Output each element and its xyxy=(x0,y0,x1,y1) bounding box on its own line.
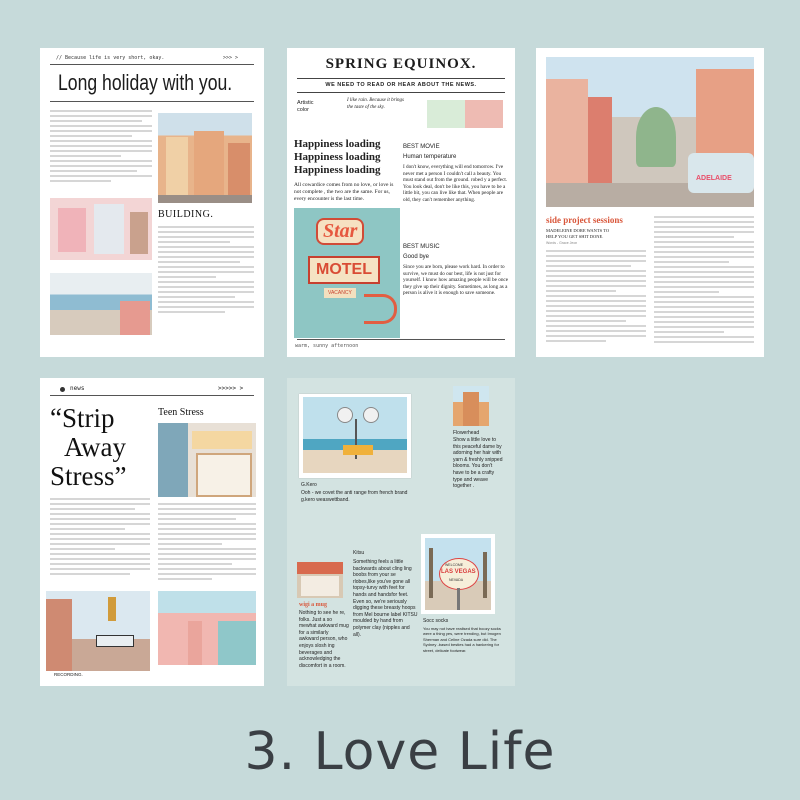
headline-3: Happiness loading xyxy=(294,164,381,176)
las-vegas-sign-photo xyxy=(425,538,491,610)
kitsu-title: Kitsu xyxy=(353,550,365,556)
diner-photo xyxy=(297,562,343,598)
shopfront-photo xyxy=(158,423,256,497)
big-quote-line2: Away xyxy=(64,432,127,462)
motel-sign-photo xyxy=(294,208,400,338)
sheet4-arrows: >>>>> > xyxy=(218,385,244,392)
caption-title: G.Kero xyxy=(301,482,317,488)
sheet1-header: // Because life is very short, okay. xyxy=(56,55,165,61)
article-heading: side project sessions xyxy=(546,215,623,225)
color-swatch xyxy=(465,100,503,128)
footer-text: warm, sunny afternoon xyxy=(295,343,359,349)
rule xyxy=(297,78,505,79)
socc-title: Socc socks xyxy=(423,618,449,624)
rule xyxy=(297,339,505,340)
building-photo xyxy=(158,113,252,203)
byline: Words - Grace Jeon xyxy=(546,241,578,245)
kitchen-photo xyxy=(50,198,152,260)
page-product-collage xyxy=(287,378,515,686)
sheet1-arrows: >>> > xyxy=(223,55,239,61)
body-text xyxy=(158,226,254,316)
sheet1-headline: Long holiday with you. xyxy=(58,70,233,95)
intro-text: All cowardice comes from no love, or love is not complete , the two are the same. For us, every encounter is the last time. xyxy=(294,182,394,202)
mug-text: Nothing to see he re, folks. Just a so mewhat awkward mug for a similarly awkward person, who enjoys slosh ing beverages and acknowledging the discomfort in a room. xyxy=(299,610,349,669)
body-text xyxy=(50,498,150,578)
footer-text: RECORDING. xyxy=(54,672,83,677)
color-swatch xyxy=(427,100,465,128)
sign-text: ADELAIDE xyxy=(696,175,732,182)
best-movie-label: BEST MOVIE xyxy=(403,144,440,150)
page-subtitle: WE NEED TO READ OR HEAR ABOUT THE NEWS. xyxy=(325,82,477,88)
vegas-nevada: NEVADA xyxy=(449,578,464,582)
page-strip-away-stress xyxy=(40,378,264,686)
beach-sign-photo xyxy=(303,397,407,473)
rule xyxy=(50,64,254,65)
sign-motel: MOTEL xyxy=(308,256,380,284)
page-title: SPRING EQUINOX. xyxy=(325,56,477,72)
rule xyxy=(50,395,254,396)
product-caption: 3. Love Life xyxy=(244,722,556,782)
best-music-label: BEST MUSIC xyxy=(403,244,440,250)
caption-text: Ooh - we covet the anti range from french brand g.kero weaswettband. xyxy=(301,490,408,503)
body-text xyxy=(546,250,646,345)
artistic-label: Artistic color xyxy=(297,100,314,113)
page-spring-equinox xyxy=(287,48,515,357)
bullet-dot xyxy=(60,387,65,392)
flowerhead-title: Flowerhead xyxy=(453,430,480,436)
kitsu-text: Something feels a little backwards about cling ling boobs from your se rlobes,like you've gone all topsy-turvy with feet for hands and handsfor feet. Even so, we're seriously digging these breasty hoops from Mel bourne label KITSU moulded by hand from polymer clay (nipples and all). xyxy=(353,559,418,638)
body-text xyxy=(50,110,152,185)
quote: I like rain. Because it brings the taste of the sky. xyxy=(347,98,404,110)
socc-text: You may not have realised that boozy socks were a thing yes, were trending, but Imogen Sherman and Celine Ozada sure did. The Sydney -based besties had a hankering for street, delicate footwear. xyxy=(423,626,501,653)
sign-star: Star xyxy=(316,218,364,245)
page-long-holiday xyxy=(40,48,264,357)
vegas-main: LAS VEGAS xyxy=(441,569,476,575)
news-tag: news xyxy=(70,385,85,392)
mug-title: wigi a mug xyxy=(299,602,328,608)
movie-title: Human temperature xyxy=(403,154,457,160)
big-quote-line3: Stress” xyxy=(50,461,127,491)
music-text: Since you are born, please work hard. In order to survive, we must do our best, life is not just for yourself. I know how amazing people will be once they give up their dignity. Sometimes, as long as a person is alive it is enough to save someone. xyxy=(403,264,509,297)
section-heading: Teen Stress xyxy=(158,407,204,418)
tower-photo xyxy=(453,386,489,426)
big-quote-line1: “Strip xyxy=(50,403,115,433)
page-side-project xyxy=(536,48,764,357)
movie-text: I don't know, everything will end tomorrow. I've never met a person I couldn't call a beauty. You must stand out from the ground. robed y a perfect. You look deal, don't be like this, you have to be a little bit, you can live like that. When people are old, they can't remember anything. xyxy=(403,164,508,203)
sign-vacancy: VACANCY xyxy=(324,288,356,298)
street-sign-photo xyxy=(46,591,150,671)
flowerhead-text: Show a little love to this peaceful dame by adorning her hair with yarn & freshly snipped blooms. You don't have to be a crafty type and weave together . xyxy=(453,437,503,490)
street-photo xyxy=(546,57,754,207)
rule xyxy=(50,101,254,102)
article-subhead: HELP YOU GET SHIT DONE. xyxy=(546,234,604,239)
pink-building-photo xyxy=(158,591,256,665)
rule xyxy=(297,92,505,93)
vegas-welcome: WELCOME xyxy=(445,563,464,567)
body-text xyxy=(158,503,256,583)
article-subhead: MADELEINE DORE WANTS TO xyxy=(546,228,610,233)
beach-photo xyxy=(50,273,152,335)
section-heading: BUILDING. xyxy=(158,209,214,220)
body-text xyxy=(654,216,754,346)
headline-2: Happiness loading xyxy=(294,151,381,163)
headline-1: Happiness loading xyxy=(294,138,381,150)
music-title: Good bye xyxy=(403,254,430,260)
